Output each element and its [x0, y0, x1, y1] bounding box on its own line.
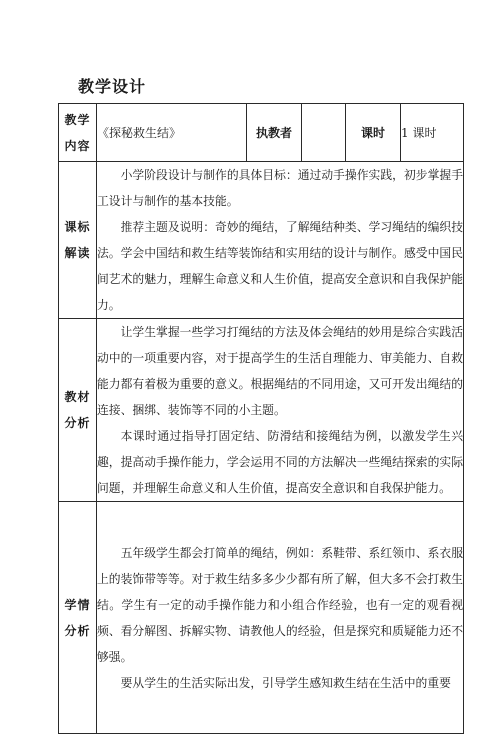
material-label-line2: 分析 — [64, 416, 91, 430]
learner-row — [59, 502, 464, 734]
teacher-label: 执教者 — [247, 104, 302, 162]
material-label — [59, 319, 97, 502]
standard-label — [59, 162, 97, 319]
learner-content — [97, 502, 464, 734]
lesson-plan-table — [58, 103, 464, 734]
content-value: 《探秘救生结》 — [97, 104, 247, 162]
hours-value: 1 课时 — [401, 104, 464, 162]
standard-label-line1: 课标 — [64, 220, 91, 234]
header-row — [59, 104, 464, 162]
learner-label — [59, 502, 97, 734]
material-paragraph: 让学生掌握一些学习打绳结的方法及体会绳结的妙用是综合实践活动中的一项重要内容，对于提高学生的生活自理能力、审美能力、自救能力都有着极为重要的意义。根据绳结的不同用途，又可开发出绳结的连接、捆绑、装饰等不同的小主题。 — [97, 325, 463, 417]
hours-label: 课时 — [346, 104, 401, 162]
content-label-line2: 内容 — [64, 138, 91, 153]
learner-label-line2: 分析 — [64, 623, 91, 638]
learner-paragraph: 要从学生的生活实际出发，引导学生感知救生结在生活中的重要 — [120, 675, 451, 690]
standard-paragraph: 推荐主题及说明：奇妙的绳结，了解绳结种类、学习绳结的编织技法。学会中国结和救生结等装饰结和实用结的设计与制作。感受中国民间艺术的魅力，理解生命意义和人生价值，提高安全意识和自我保护能力。 — [97, 220, 463, 312]
material-content — [97, 319, 464, 502]
standard-row — [59, 162, 464, 319]
content-label — [59, 104, 97, 162]
learner-paragraph: 五年级学生都会打简单的绳结，例如：系鞋带、系红领巾、系衣服上的装饰带等等。对于救生结多多少少都有所了解，但大多不会打救生结。学生有一定的动手操作能力和小组合作经验，也有一定的观看视频、看分解图、拆解实物、请教他人的经验，但是探究和质疑能力还不够强。 — [97, 545, 463, 664]
content-label-line1: 教学 — [64, 112, 91, 127]
learner-label-line1: 学情 — [64, 597, 91, 612]
standard-label-line2: 解读 — [64, 246, 91, 260]
standard-content — [97, 162, 464, 319]
page-title: 教学设计 — [78, 77, 147, 96]
material-row — [59, 319, 464, 502]
material-paragraph: 本课时通过指导打固定结、防滑结和接绳结为例，以激发学生兴趣，提高动手操作能力，学会运用不同的方法解决一些绳结探索的实际问题，并理解生命意义和人生价值，提高安全意识和自我保护能力。 — [97, 429, 463, 495]
teacher-value — [302, 104, 346, 162]
standard-paragraph: 小学阶段设计与制作的具体目标：通过动手操作实践，初步掌握手工设计与制作的基本技能。 — [97, 168, 463, 208]
material-label-line1: 教材 — [64, 390, 91, 404]
